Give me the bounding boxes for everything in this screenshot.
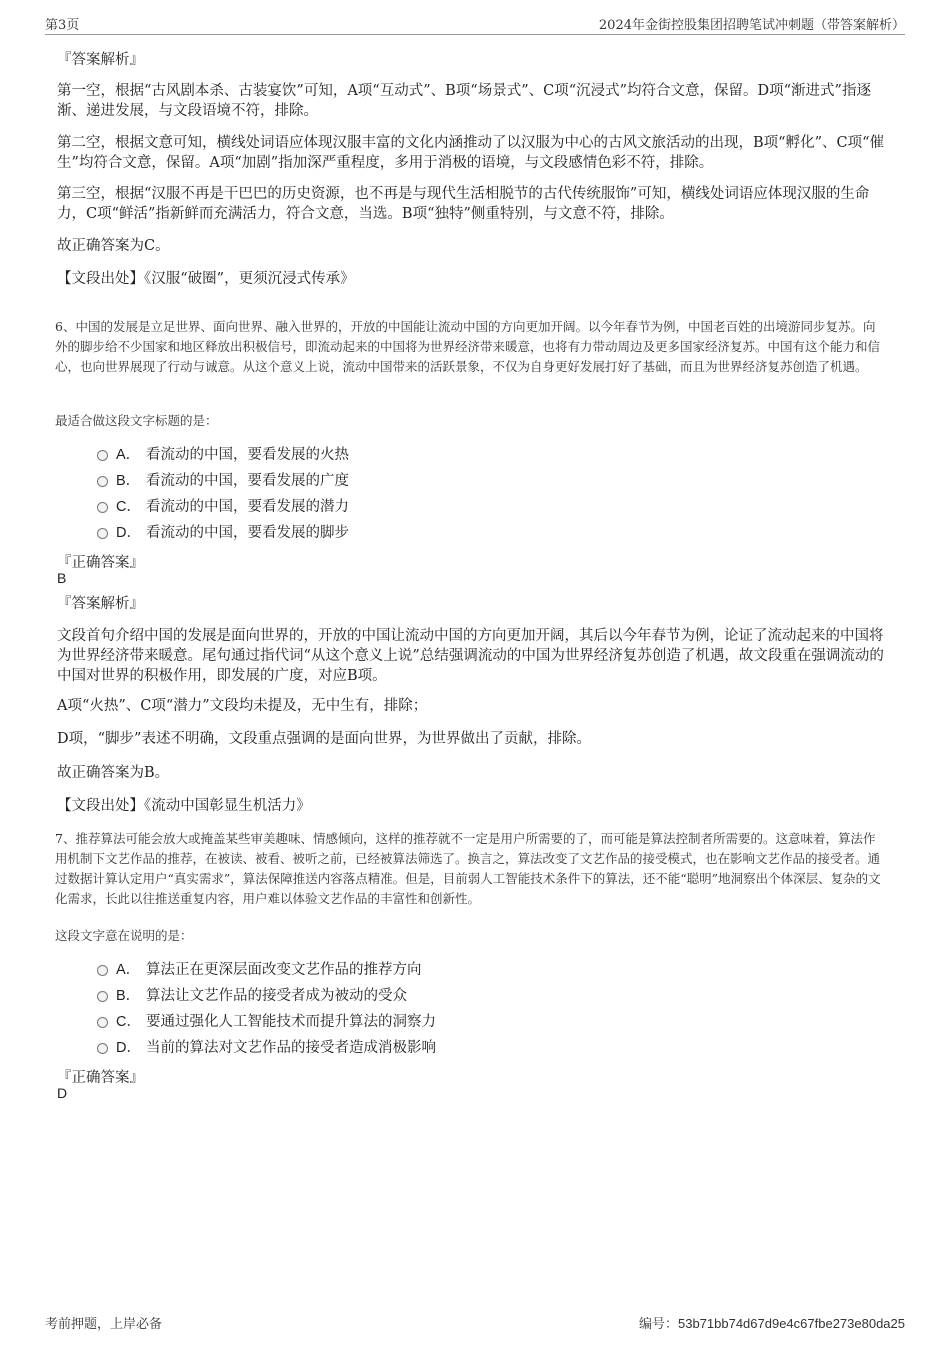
q7-question: 这段文字意在说明的是： — [55, 928, 193, 943]
q6-option-c[interactable]: C． 看流动的中国，要看发展的潜力 — [97, 496, 349, 518]
q7-stem: 7、推荐算法可能会放大或掩盖某些审美趣味、情感倾向，这样的推荐就不一定是用户所需要的了，而可能是算法控制者所需要的。这意味着，算法作用机制下文艺作品的推荐，在被读、被看、被听之前，已经被算法筛选了。换言之，算法改变了文艺作品的接受模式，也在影响文艺作品的接受者。通过数据计算认定用户“真实需求”，算法保障推送内容落点精准。但是，目前弱人工智能技术条件下的算法，还不能“聪明”地洞察出个体深层、复杂的文化需求，长此以往推送重复内容，用户难以体验文艺作品的丰富性和创新性。 — [55, 831, 881, 906]
q5-analysis-label: 『答案解析』 — [57, 52, 144, 68]
radio-icon[interactable] — [97, 1017, 108, 1028]
q6-analysis-para2: A项“火热”、C项“潜力”文段均未提及，无中生有，排除； — [57, 698, 428, 714]
q5-analysis-para3: 第三空，根据“汉服不再是干巴巴的历史资源，也不再是与现代生活相脱节的古代传统服饰”可知，横线处词语应体现汉服的生命力，C项“鲜活”指新鲜而充满活力，符合文意，当选。B项“独特”侧重特别，与文意不符，排除。 — [57, 186, 870, 222]
q5-source: 【文段出处】《汉服“破圈”，更须沉浸式传承》 — [57, 271, 355, 287]
radio-icon[interactable] — [97, 991, 108, 1002]
q5-analysis-para2: 第二空，根据文意可知，横线处词语应体现汉服丰富的文化内涵推动了以汉服为中心的古风文旅活动的出现，B项“孵化”、C项“催生”均符合文意，保留。A项“加剧”指加深严重程度，多用于消极的语境，与文段感情色彩不符，排除。 — [57, 135, 884, 171]
q6-analysis-label: 『答案解析』 — [57, 596, 144, 612]
q6-analysis-para3: D项，“脚步”表述不明确，文段重点强调的是面向世界，为世界做出了贡献，排除。 — [57, 731, 591, 747]
q5-conclusion: 故正确答案为C。 — [57, 238, 170, 254]
radio-icon[interactable] — [97, 528, 108, 539]
page-number: 第3页 — [45, 18, 80, 33]
q6-conclusion: 故正确答案为B。 — [57, 765, 170, 781]
q7-option-d[interactable]: D． 当前的算法对文艺作品的接受者造成消极影响 — [97, 1037, 436, 1059]
page-footer — [45, 1313, 905, 1331]
radio-icon[interactable] — [97, 450, 108, 461]
q6-stem: 6、中国的发展是立足世界、面向世界、融入世界的，开放的中国能让流动中国的方向更加开阔。以今年春节为例，中国老百姓的出境游同步复苏。向外的脚步给不少国家和地区释放出积极信号，即流动起来的中国将为世界经济带来暖意，也将有力带动周边及更多国家经济复苏。中国有这个能力和信心，也向世界展现了行动与诚意。从这个意义上说，流动中国带来的活跃景象，不仅为自身更好发展打好了基础，而且为世界经济复苏创造了机遇。 — [55, 319, 881, 374]
q6-option-a[interactable]: A． 看流动的中国，要看发展的火热 — [97, 444, 349, 466]
radio-icon[interactable] — [97, 476, 108, 487]
q6-analysis-para1: 文段首句介绍中国的发展是面向世界的，开放的中国让流动中国的方向更加开阔，其后以今年春节为例，论证了流动起来的中国将为世界经济带来暖意。尾句通过指代词“从这个意义上说”总结强调流动的中国为世界经济复苏创造了机遇，故文段重在强调流动的中国对世界的积极作用，即发展的广度，对应B项。 — [57, 628, 884, 684]
q6-correct-answer: B — [57, 570, 67, 586]
q6-option-b[interactable]: B． 看流动的中国，要看发展的广度 — [97, 470, 349, 492]
q7-correct-answer: D — [57, 1085, 68, 1101]
page-header — [45, 14, 905, 35]
q7-option-b[interactable]: B． 算法让文艺作品的接受者成为被动的受众 — [97, 985, 407, 1007]
radio-icon[interactable] — [97, 1043, 108, 1054]
q6-question: 最适合做这段文字标题的是： — [55, 413, 218, 428]
q7-option-a[interactable]: A． 算法正在更深层面改变文艺作品的推荐方向 — [97, 959, 422, 981]
q6-option-d[interactable]: D． 看流动的中国，要看发展的脚步 — [97, 522, 349, 544]
radio-icon[interactable] — [97, 965, 108, 976]
radio-icon[interactable] — [97, 502, 108, 513]
q5-analysis-para1: 第一空，根据“古风剧本杀、古装宴饮”可知，A项“互动式”、B项“场景式”、C项“沉浸式”均符合文意，保留。D项“渐进式”指逐渐、递进发展，与文段语境不符，排除。 — [57, 83, 871, 119]
q7-option-c[interactable]: C． 要通过强化人工智能技术而提升算法的洞察力 — [97, 1011, 436, 1033]
document-title: 2024年金街控股集团招聘笔试冲刺题（带答案解析） — [598, 18, 905, 33]
q6-correct-label: 『正确答案』 — [57, 555, 144, 571]
q6-source: 【文段出处】《流动中国彰显生机活力》 — [57, 798, 311, 814]
footer-slogan: 考前押题，上岸必备 — [45, 1317, 163, 1332]
document-code: 编号：53b71bb74d67d9e4c67fbe273e80da25 — [638, 1316, 905, 1332]
q7-correct-label: 『正确答案』 — [57, 1070, 144, 1086]
